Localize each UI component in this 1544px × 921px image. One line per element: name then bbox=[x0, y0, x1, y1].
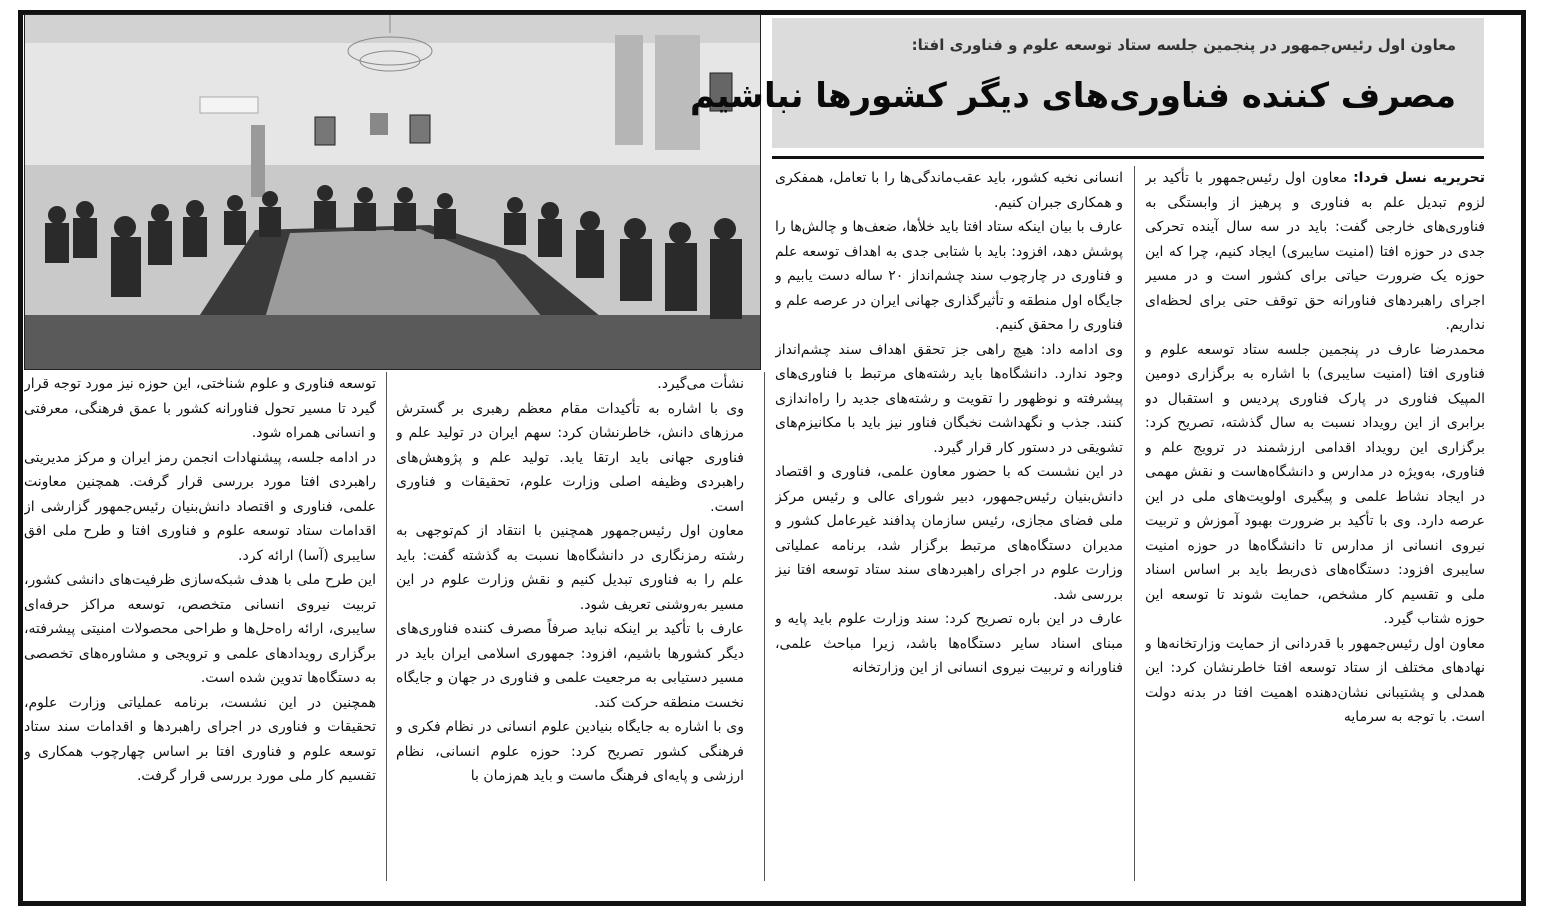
paragraph: معاون اول رئیس‌جمهور با تأکید بر لزوم تبدیل علم به فناوری و پرهیز از وابستگی به فناوری‌های خارجی گفت: باید در سه سال آینده تحرکی جدی در حوزه افتا (امنیت سایبری) ایجاد کنیم، چرا که این حوزه یک ضرورت حیاتی برای کشور است و در مسیر اجرای راهبردهای فناورانه حق توقف حتی برای لحظه‌ای نداریم. bbox=[1145, 170, 1485, 333]
article-column-3 bbox=[396, 372, 744, 881]
headline-title: مصرف کننده فناوری‌های دیگر کشورها نباشیم bbox=[689, 76, 1456, 116]
paragraph: این طرح ملی با هدف شبکه‌سازی ظرفیت‌های دانشی کشور، تربیت نیروی انسانی متخصص، توسعه مراکز حرفه‌ای سایبری، ارائه راه‌حل‌ها و طراحی محصولات امنیتی پیشرفته، برگزاری رویدادهای علمی و ترویجی و مشاوره‌های تخصصی به دستگاه‌ها تدوین شده است. bbox=[24, 572, 376, 686]
article-lead: تحریریه نسل فردا: bbox=[1353, 170, 1485, 186]
column-divider bbox=[1134, 166, 1135, 881]
paragraph: در ادامه جلسه، پیشنهادات انجمن رمز ایران و مرکز مدیریتی راهبردی افتا مورد بررسی قرار گرفت. همچنین معاونت علمی، فناوری و اقتصاد دانش‌بنیان رئیس‌جمهور گزارشی از اقدامات ستاد توسعه علوم و فناوری افتا و طرح ملی افق سایبری (آسا) ارائه کرد. bbox=[24, 449, 376, 564]
headline-rule bbox=[772, 156, 1484, 159]
paragraph: وی با اشاره به تأکیدات مقام معظم رهبری بر گسترش مرزهای دانش، خاطرنشان کرد: سهم ایران در تولید علم و فناوری جهانی باید ارتقا یابد. تولید علم و پژوهش‌های راهبردی وظیفه اصلی وزارت علوم، تحقیقات و فناوری است. bbox=[396, 400, 744, 515]
paragraph: همچنین در این نشست، برنامه عملیاتی وزارت علوم، تحقیقات و فناوری در اجرای راهبردها و اقدامات سند ستاد توسعه علوم و فناوری افتا بر اساس چهارچوب همکاری و تقسیم کار ملی مورد بررسی قرار گرفت. bbox=[24, 694, 376, 784]
column-divider bbox=[386, 372, 387, 881]
paragraph: نشأت می‌گیرد. bbox=[657, 376, 744, 392]
paragraph: انسانی نخبه کشور، باید عقب‌ماندگی‌ها را با تعامل، همفکری و همکاری جبران کنیم. bbox=[775, 170, 1123, 211]
headline-box bbox=[689, 18, 1484, 148]
paragraph: وی ادامه داد: هیچ راهی جز تحقق اهداف سند چشم‌انداز وجود ندارد. دانشگاه‌ها باید رشته‌های مرتبط با فناوری‌های پیشرفته و نوظهور را تقویت و رشته‌های جدید را راه‌اندازی کنند. جذب و نگهداشت نخبگان فناور نیز باید با مکانیزم‌های تشویقی در دستور کار قرار گیرد. bbox=[775, 341, 1123, 456]
article-column-4 bbox=[24, 372, 376, 881]
paragraph: محمدرضا عارف در پنجمین جلسه ستاد توسعه علوم و فناوری افتا (امنیت سایبری) با اشاره به برگزاری دومین المپیک فناوری در پارک فناوری پردیس و استقبال دو برابری از این رویداد نسبت به سال گذشته، تصریح کرد: برگزاری این رویداد اقدامی ارزشمند در ترویج علم و فناوری، به‌ویژه در مدارس و دانشگاه‌هاست و نقش مهمی در ایجاد نشاط علمی و پیگیری اولویت‌های ملی در این عرصه دارد. وی با تأکید بر ضرورت بهبود آموزش و تربیت نیروی انسانی از مدارس تا دانشگاه‌ها در حوزه امنیت سایبری افزود: دستگاه‌های ذی‌ربط باید بر اساس اسناد ملی و تقسیم کار مشخص، حمایت شوند تا توسعه این حوزه شتاب گیرد. bbox=[1145, 341, 1485, 627]
article-column-2 bbox=[775, 166, 1123, 881]
paragraph: عارف با تأکید بر اینکه نباید صرفاً مصرف کننده فناوری‌های دیگر کشورها باشیم، افزود: جمهوری اسلامی ایران باید در مسیر دستیابی به مرجعیت علمی و فناوری در جهان و جایگاه نخست منطقه حرکت کند. bbox=[396, 621, 744, 711]
paragraph: معاون اول رئیس‌جمهور با قدردانی از حمایت وزارتخانه‌ها و نهادهای مختلف از ستاد توسعه افتا خاطرنشان کرد: این همدلی و پشتیبانی نشان‌دهنده اهمیت افتا در بدنه دولت است. با توجه به سرمایه bbox=[1145, 635, 1485, 725]
article-column-1 bbox=[1145, 166, 1485, 881]
paragraph: معاون اول رئیس‌جمهور همچنین با انتقاد از کم‌توجهی به رشته رمزنگاری در دانشگاه‌ها نسبت به گذشته گفت: باید علم را به فناوری تبدیل کنیم و نقش وزارت علوم در این مسیر به‌روشنی تعریف شود. bbox=[396, 523, 744, 613]
headline-subtitle: معاون اول رئیس‌جمهور در پنجمین جلسه ستاد توسعه علوم و فناوری افتا: bbox=[911, 36, 1456, 54]
paragraph: عارف در این باره تصریح کرد: سند وزارت علوم باید پایه و مبنای اسناد سایر دستگاه‌ها باشد، زیرا مباحث علمی، فناورانه و تربیت نیروی انسانی از این وزارتخانه bbox=[775, 611, 1123, 676]
column-divider bbox=[764, 372, 765, 881]
paragraph: در این نشست که با حضور معاون علمی، فناوری و اقتصاد دانش‌بنیان رئیس‌جمهور، دبیر شورای عالی و رئیس مرکز ملی فضای مجازی، رئیس سازمان پدافند غیرعامل کشور و مدیران دستگاه‌های مرتبط برگزار شد، برنامه عملیاتی وزارت علوم در اجرای راهبردهای سند ستاد توسعه افتا نیز بررسی شد. bbox=[775, 464, 1123, 603]
paragraph: وی با اشاره به جایگاه بنیادین علوم انسانی در نظام فکری و فرهنگی کشور تصریح کرد: حوزه علوم انسانی، نظام ارزشی و پایه‌ای فرهنگ ماست و باید هم‌زمان با bbox=[396, 719, 744, 784]
paragraph: توسعه فناوری و علوم شناختی، این حوزه نیز مورد توجه قرار گیرد تا مسیر تحول فناورانه کشور با عمق فرهنگی، معرفتی و انسانی همراه شود. bbox=[24, 376, 376, 441]
meeting-photo-image bbox=[25, 15, 760, 369]
meeting-photo bbox=[24, 14, 761, 370]
paragraph: عارف با بیان اینکه ستاد افتا باید خلأها، ضعف‌ها و چالش‌ها را پوشش دهد، افزود: باید با شتابی جدی به اهداف توسعه علم و فناوری در چارچوب سند چشم‌انداز ۲۰ ساله دست یابیم و جایگاه اول منطقه و تأثیرگذاری جهانی ایران در عرصه علم و فناوری را محقق کنیم. bbox=[775, 219, 1123, 333]
